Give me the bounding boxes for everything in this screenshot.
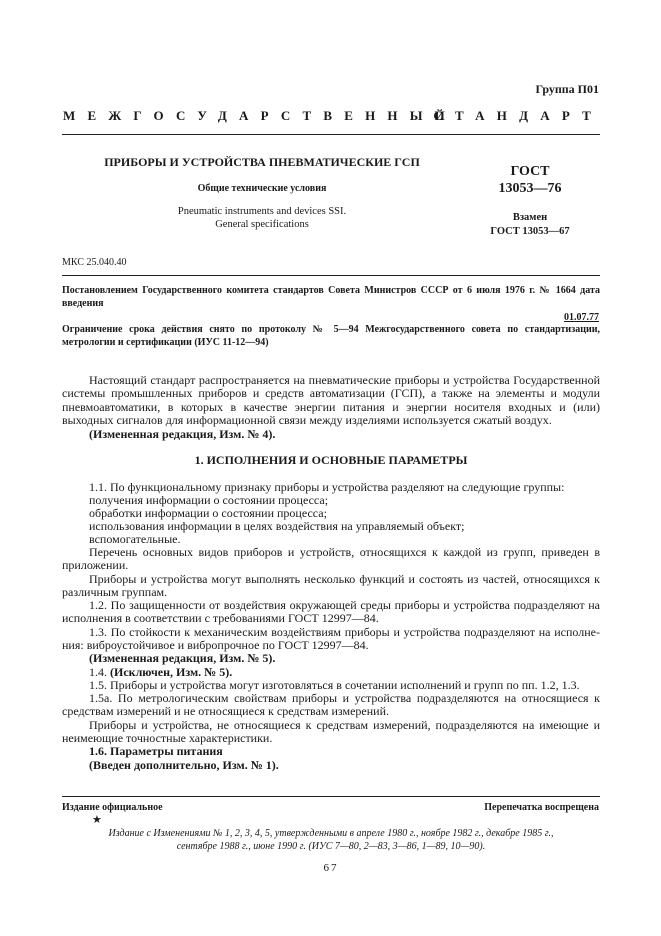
- clause-1-6: 1.6. Параметры питания: [89, 744, 223, 758]
- amendments-note-line1: Издание с Изменениями № 1, 2, 3, 4, 5, утвержденными в апреле 1980 г., ноябре 1982 г., декабре 1985 г.,: [108, 828, 554, 839]
- page-number: 67: [323, 862, 339, 874]
- amendments-note-line2: сентябре 1988 г., июне 1990 г. (ИУС 7—80, 2—83, 3—86, 1—89, 10—90).: [176, 841, 486, 852]
- list-item: обработки информации о состоянии процесса;: [89, 506, 327, 520]
- english-title-line2: General specifications: [215, 219, 309, 230]
- introduction-date: 01.07.77: [564, 312, 599, 323]
- appendix-reference: Перечень основных видов приборов и устройств, относящихся к каждой из групп, приведен в приложении.: [62, 545, 600, 573]
- multi-function-paragraph: Приборы и устройства могут выполнять несколько функций и состоять из частей, относящихся к различным группам.: [62, 572, 600, 600]
- standard-type-left: МЕЖГОСУДАРСТВЕННЫЙ: [63, 108, 457, 123]
- amendment-5: (Измененная редакция, Изм. № 5).: [89, 651, 276, 665]
- replaces-number: ГОСТ 13053—67: [490, 226, 570, 237]
- mks-code: МКС 25.040.40: [62, 257, 127, 268]
- clause-1-5a: 1.5а. По метрологическим свойствам приборы и устройства подразделяются на относящиеся к средствам измерений и не относящиеся к средствам измерений.: [62, 691, 600, 719]
- document-title: ПРИБОРЫ И УСТРОЙСТВА ПНЕВМАТИЧЕСКИЕ ГСП: [104, 155, 420, 169]
- amendment-1: (Введен дополнительно, Изм. № 1).: [89, 758, 279, 772]
- english-title-line1: Pneumatic instruments and devices SSI.: [177, 206, 347, 217]
- header-rule: [62, 134, 600, 135]
- star-icon: ★: [92, 814, 102, 826]
- decree-text: Постановлением Государственного комитета стандартов Совета Министров СССР от 6 июля 1976 г. № 1664 дата введения: [62, 285, 600, 309]
- list-item: вспомогательные.: [89, 532, 181, 546]
- mks-rule: [62, 275, 600, 276]
- replaces-label: Взамен: [512, 212, 548, 223]
- gost-number: 13053—76: [498, 181, 562, 196]
- restriction-note: Ограничение срока действия снято по протоколу № 5—94 Межгосударственного совета по стандартизации, метрологии и сертификации (ИУС 11-12—94): [62, 324, 600, 348]
- metrology-paragraph: Приборы и устройства, не относящиеся к средствам измерений, подразделяются на имеющие и неимеющие точностные характеристики.: [62, 718, 600, 746]
- reprint-notice: Перепечатка воспрещена: [484, 802, 599, 813]
- clause-1-1: 1.1. По функциональному признаку приборы и устройства разделяют на следующие группы:: [89, 480, 565, 494]
- clause-1-3: 1.3. По стойкости к механическим воздействиям приборы и устройства подразделяют на исполне- ния: виброустойчивое и вибропрочное по ГОСТ 12997—84.: [62, 625, 600, 653]
- intro-amendment: (Измененная редакция, Изм. № 4).: [89, 427, 276, 441]
- official-edition-label: Издание официальное: [62, 802, 163, 813]
- gost-label: ГОСТ: [510, 164, 550, 179]
- section-heading: 1. ИСПОЛНЕНИЯ И ОСНОВНЫЕ ПАРАМЕТРЫ: [194, 453, 468, 467]
- intro-paragraph: Настоящий стандарт распространяется на пневматические приборы и устройства Государственной системы промышленных приборов и средств автоматизации (ГСП), а также на элементы и модули пневмоавтоматики, в которых в качестве энергии питания и энергии носителя входных и (или) выходных сигналов для информационной связи между изделиями используется сжатый воздух.: [62, 373, 600, 428]
- clause-1-4-excluded: (Исключен, Изм. № 5).: [110, 665, 233, 679]
- footer-rule: [62, 796, 600, 797]
- document-subtitle: Общие технические условия: [197, 183, 327, 194]
- group-code: Группа П01: [535, 82, 599, 96]
- clause-1-4-number: 1.4.: [89, 665, 107, 679]
- standard-type-right: СТАНДАРТ: [433, 108, 603, 123]
- clause-1-5: 1.5. Приборы и устройства могут изготовляться в сочетании исполнений и групп по пп. 1.2, 1.3.: [89, 678, 580, 692]
- clause-1-2: 1.2. По защищенности от воздействия окружающей среды приборы и устройства подразделяют на исполнения в соответствии с требованиями ГОСТ 12997—84.: [62, 598, 600, 626]
- list-item: получения информации о состоянии процесса;: [89, 493, 329, 507]
- list-item: использования информации в целях воздействия на управляемый объект;: [89, 519, 465, 533]
